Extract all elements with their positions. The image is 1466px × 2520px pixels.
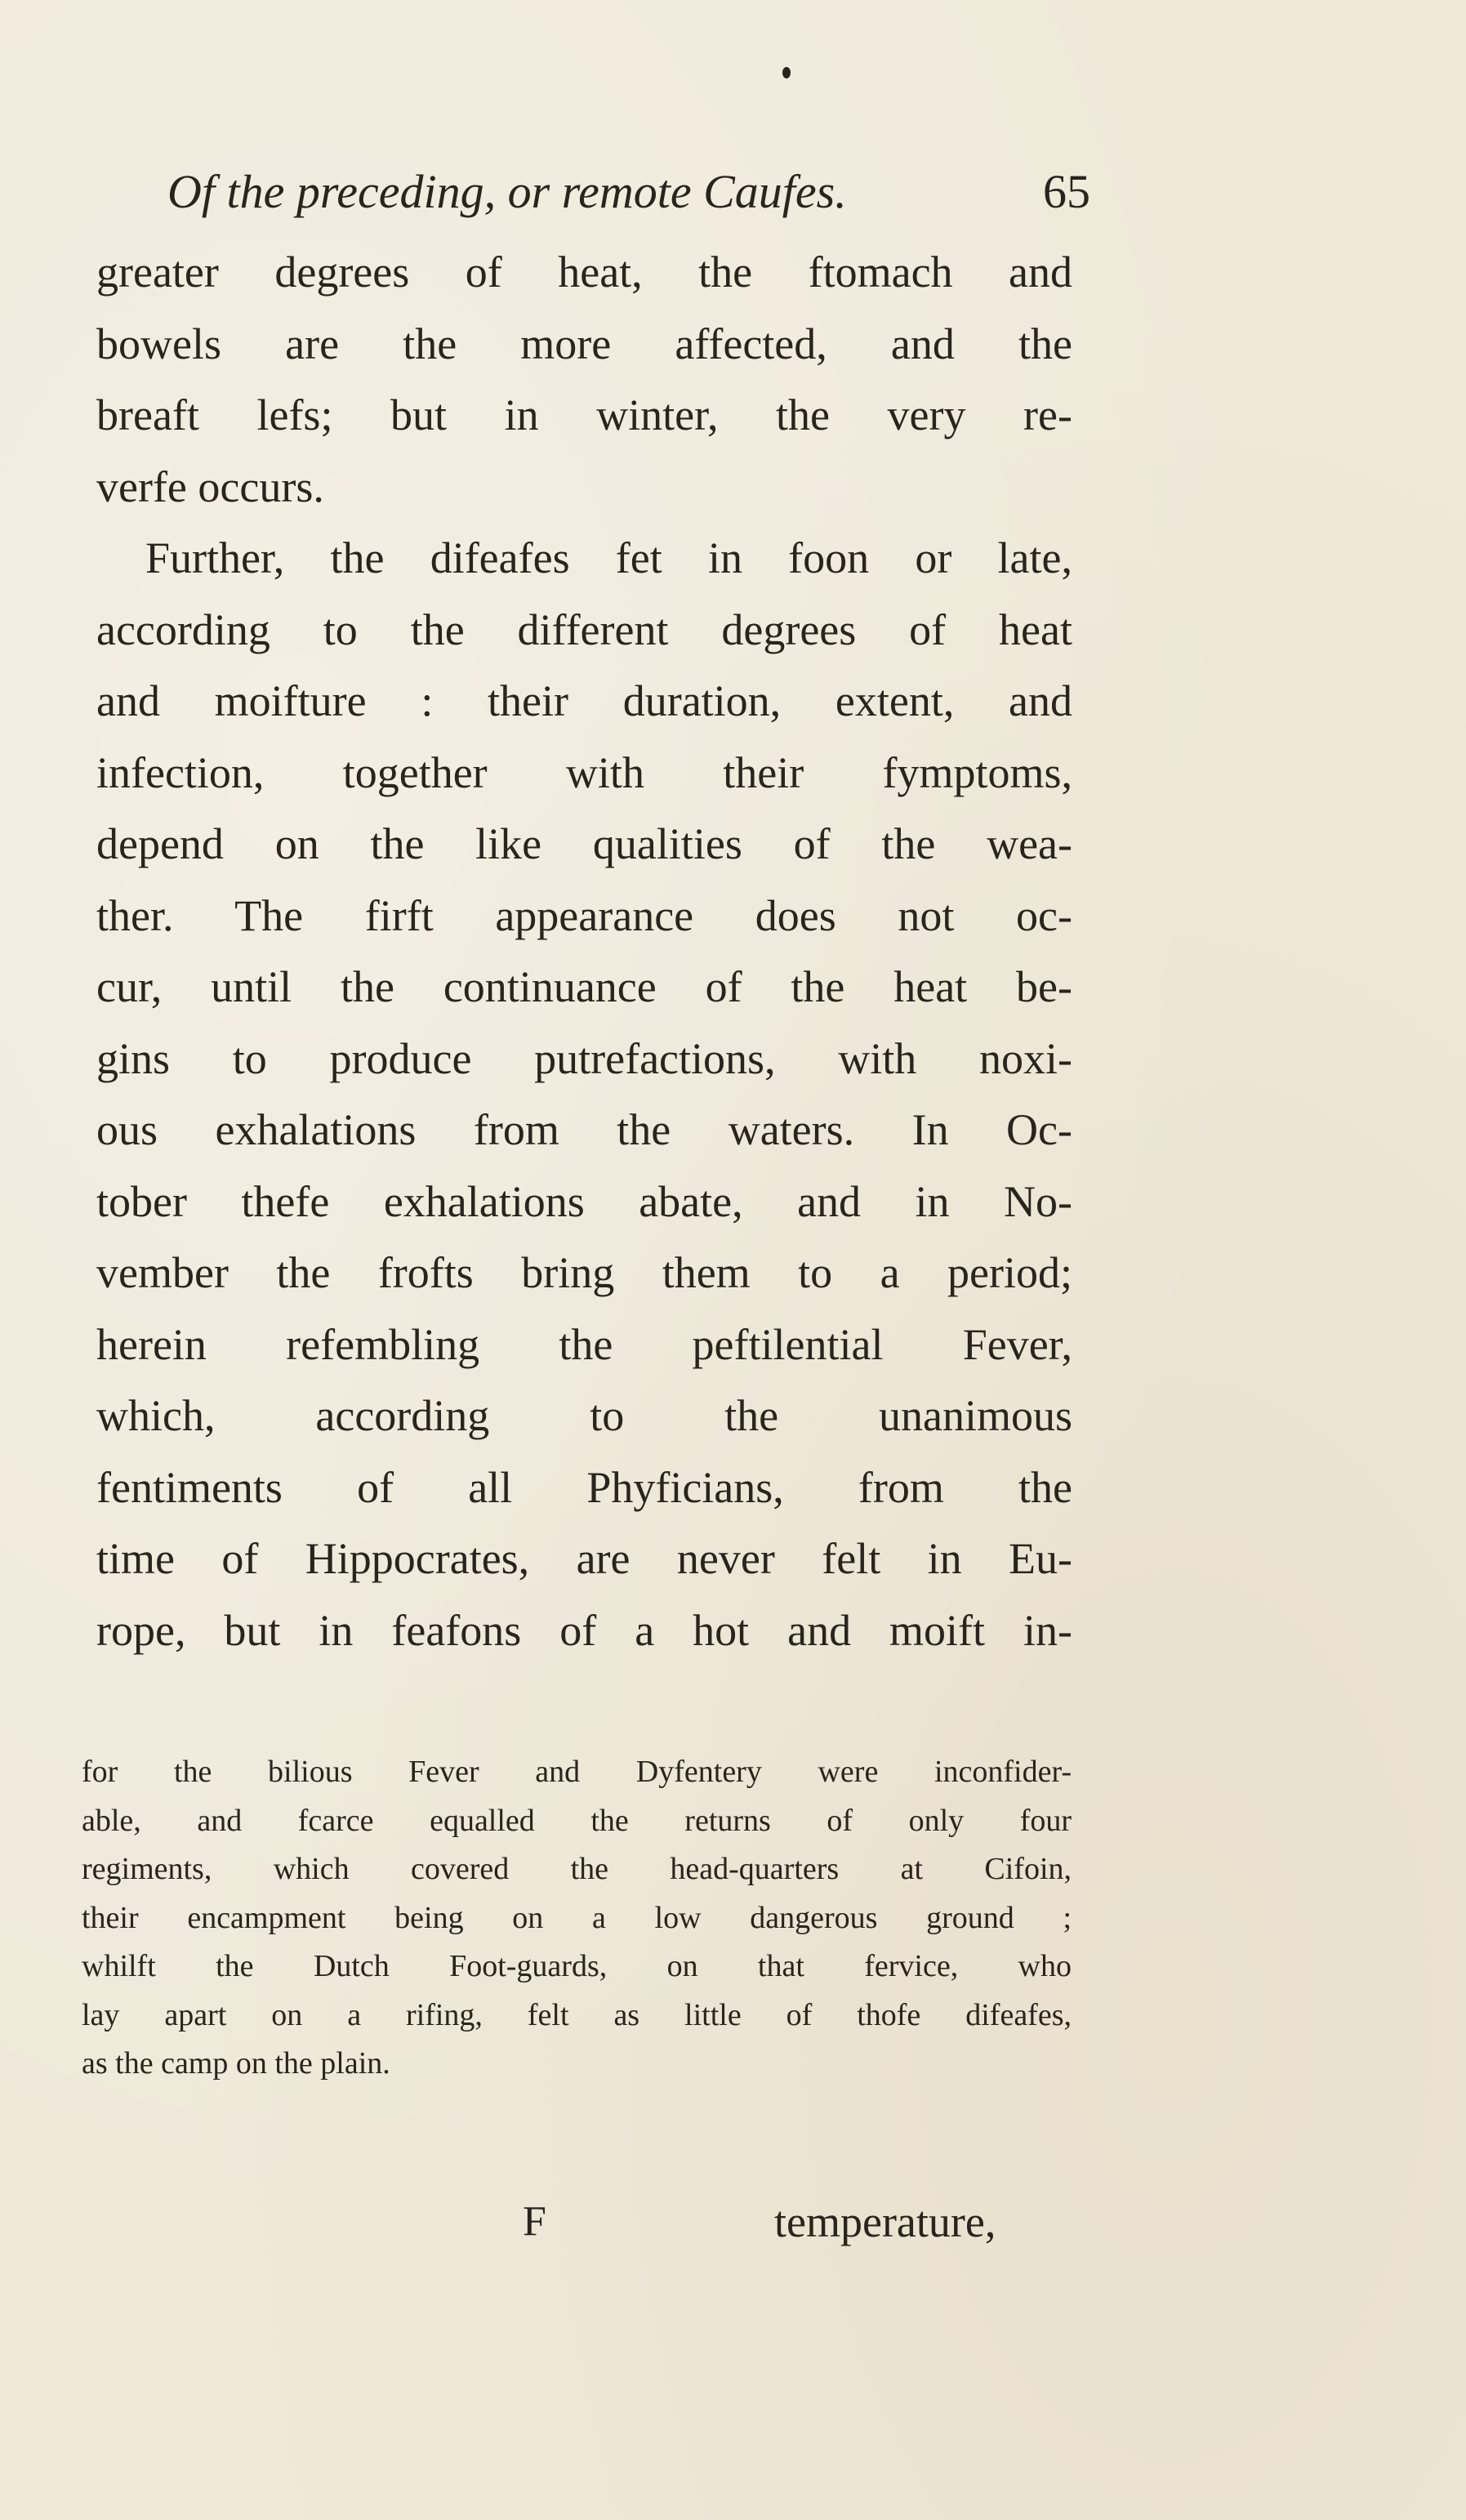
footnote-line: whilft the Dutch Foot-guards, on that fervice, who	[82, 1949, 1072, 1983]
catchword: temperature,	[774, 2197, 996, 2246]
signature-mark: F	[523, 2198, 546, 2245]
text-line: depend on the like qualities of the wea-	[96, 819, 1072, 868]
text-line: Further, the difeafes fet in foon or late,	[145, 533, 1072, 582]
footnote-line: as the camp on the plain.	[82, 2046, 390, 2081]
text-line: fentiments of all Phyficians, from the	[96, 1462, 1072, 1512]
text-line: infection, together with their fymptoms,	[96, 747, 1072, 797]
text-line: verfe occurs.	[96, 462, 324, 511]
running-head-title: Of the preceding, or remote Caufes.	[167, 165, 847, 218]
footnote	[82, 1748, 1072, 2089]
text-line: ous exhalations from the waters. In Oc-	[96, 1105, 1072, 1154]
text-line: bowels are the more affected, and the	[96, 319, 1072, 368]
text-line: cur, until the continuance of the heat be-	[96, 962, 1072, 1011]
ink-spot	[782, 67, 791, 78]
text-line: greater degrees of heat, the ftomach and	[96, 248, 1072, 297]
text-line: and moifture : their duration, extent, and	[96, 676, 1072, 725]
running-head	[167, 159, 1090, 225]
footnote-line: regiments, which covered the head-quarters at Cifoin,	[82, 1852, 1072, 1886]
text-line: ther. The firft appearance does not oc-	[96, 890, 1072, 940]
text-line: tober thefe exhalations abate, and in No-	[96, 1176, 1072, 1226]
text-line: herein refembling the peftilential Fever,	[96, 1319, 1072, 1369]
main-text	[96, 237, 1072, 1666]
text-line: gins to produce putrefactions, with noxi-	[96, 1033, 1072, 1083]
footnote-line: their encampment being on a low dangerous ground ;	[82, 1900, 1072, 1935]
text-line: which, according to the unanimous	[96, 1391, 1072, 1440]
footnote-line: lay apart on a rifing, felt as little of thofe difeafes,	[82, 1997, 1072, 2032]
footnote-line: for the bilious Fever and Dyfentery were inconfider-	[82, 1755, 1072, 1789]
text-line: vember the frofts bring them to a period;	[96, 1248, 1072, 1297]
page-number: 65	[1043, 165, 1090, 218]
text-line: time of Hippocrates, are never felt in Eu-	[96, 1534, 1072, 1583]
text-line: according to the different degrees of heat	[96, 604, 1072, 654]
text-line: rope, but in feafons of a hot and moift in-	[96, 1605, 1072, 1655]
footnote-line: able, and fcarce equalled the returns of only four	[82, 1803, 1072, 1838]
text-line: breaft lefs; but in winter, the very re-	[96, 390, 1072, 439]
